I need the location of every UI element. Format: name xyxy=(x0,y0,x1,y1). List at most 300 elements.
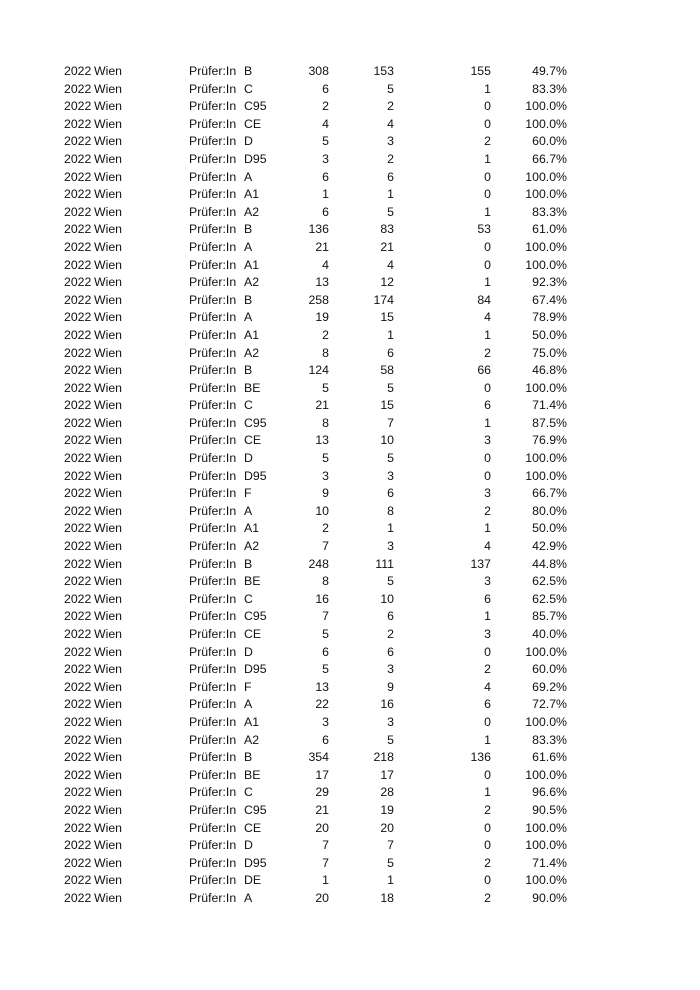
total-count-cell: 20 xyxy=(315,890,329,905)
role-cell: Prüfer:In xyxy=(189,539,237,554)
failed-count-cell: 136 xyxy=(470,750,491,765)
failed-count-cell: 2 xyxy=(484,345,491,360)
total-count-cell: 7 xyxy=(322,838,329,853)
license-class-cell: A xyxy=(244,310,253,325)
failed-count-cell: 0 xyxy=(484,239,491,254)
failed-count-cell: 1 xyxy=(484,151,491,166)
role-cell: Prüfer:In xyxy=(189,151,237,166)
passed-count-cell: 6 xyxy=(387,609,394,624)
region-cell: Wien xyxy=(94,433,123,448)
role-cell: Prüfer:In xyxy=(189,468,237,483)
failed-count-cell: 1 xyxy=(484,732,491,747)
role-cell: Prüfer:In xyxy=(189,873,237,888)
total-count-cell: 2 xyxy=(322,521,329,536)
year-cell: 2022 xyxy=(64,275,92,290)
table-row xyxy=(0,837,700,855)
license-class-cell: DE xyxy=(244,873,262,888)
year-cell: 2022 xyxy=(64,363,92,378)
license-class-cell: A xyxy=(244,503,253,518)
passed-count-cell: 9 xyxy=(387,679,394,694)
license-class-cell: D95 xyxy=(244,855,267,870)
role-cell: Prüfer:In xyxy=(189,838,237,853)
passed-count-cell: 153 xyxy=(373,64,394,78)
total-count-cell: 8 xyxy=(322,415,329,430)
license-class-cell: A2 xyxy=(244,345,260,360)
table-row xyxy=(0,309,700,327)
failed-count-cell: 4 xyxy=(484,539,491,554)
passed-count-cell: 28 xyxy=(380,785,394,800)
year-cell: 2022 xyxy=(64,890,92,905)
region-cell: Wien xyxy=(94,64,123,78)
role-cell: Prüfer:In xyxy=(189,486,237,501)
license-class-cell: C xyxy=(244,81,253,96)
table-row xyxy=(0,872,700,890)
region-cell: Wien xyxy=(94,750,123,765)
total-count-cell: 8 xyxy=(322,345,329,360)
license-class-cell: A1 xyxy=(244,327,260,342)
region-cell: Wien xyxy=(94,873,123,888)
role-cell: Prüfer:In xyxy=(189,714,237,729)
table-row xyxy=(0,186,700,204)
total-count-cell: 8 xyxy=(322,574,329,589)
region-cell: Wien xyxy=(94,151,123,166)
failed-count-cell: 0 xyxy=(484,451,491,466)
total-count-cell: 6 xyxy=(322,81,329,96)
failed-count-cell: 1 xyxy=(484,81,491,96)
total-count-cell: 1 xyxy=(322,873,329,888)
license-class-cell: C xyxy=(244,591,253,606)
failed-count-cell: 4 xyxy=(484,679,491,694)
table-row xyxy=(0,204,700,222)
total-count-cell: 124 xyxy=(308,363,329,378)
license-class-cell: A2 xyxy=(244,539,260,554)
year-cell: 2022 xyxy=(64,345,92,360)
total-count-cell: 3 xyxy=(322,468,329,483)
passed-count-cell: 5 xyxy=(387,81,394,96)
pass-rate-cell: 100.0% xyxy=(525,767,567,782)
table-row xyxy=(0,485,700,503)
region-cell: Wien xyxy=(94,99,123,114)
role-cell: Prüfer:In xyxy=(189,697,237,712)
failed-count-cell: 4 xyxy=(484,310,491,325)
table-row xyxy=(0,450,700,468)
failed-count-cell: 6 xyxy=(484,398,491,413)
year-cell: 2022 xyxy=(64,433,92,448)
license-class-cell: C95 xyxy=(244,802,267,817)
passed-count-cell: 21 xyxy=(380,239,394,254)
passed-count-cell: 83 xyxy=(380,222,394,237)
failed-count-cell: 0 xyxy=(484,468,491,483)
table-row xyxy=(0,257,700,275)
pass-rate-cell: 90.0% xyxy=(532,890,567,905)
total-count-cell: 308 xyxy=(308,64,329,78)
role-cell: Prüfer:In xyxy=(189,363,237,378)
year-cell: 2022 xyxy=(64,169,92,184)
passed-count-cell: 18 xyxy=(380,890,394,905)
pass-rate-cell: 67.4% xyxy=(532,292,567,307)
total-count-cell: 3 xyxy=(322,151,329,166)
pass-rate-cell: 69.2% xyxy=(532,679,567,694)
year-cell: 2022 xyxy=(64,820,92,835)
license-class-cell: B xyxy=(244,292,253,307)
pass-rate-cell: 78.9% xyxy=(532,310,567,325)
table-row xyxy=(0,432,700,450)
table-row xyxy=(0,380,700,398)
license-class-cell: A2 xyxy=(244,275,260,290)
total-count-cell: 5 xyxy=(322,134,329,149)
year-cell: 2022 xyxy=(64,539,92,554)
role-cell: Prüfer:In xyxy=(189,415,237,430)
year-cell: 2022 xyxy=(64,151,92,166)
region-cell: Wien xyxy=(94,627,123,641)
year-cell: 2022 xyxy=(64,99,92,114)
region-cell: Wien xyxy=(94,679,123,694)
year-cell: 2022 xyxy=(64,187,92,202)
failed-count-cell: 0 xyxy=(484,714,491,729)
total-count-cell: 21 xyxy=(315,802,329,817)
passed-count-cell: 5 xyxy=(387,204,394,219)
passed-count-cell: 12 xyxy=(380,275,394,290)
total-count-cell: 6 xyxy=(322,644,329,659)
year-cell: 2022 xyxy=(64,838,92,853)
table-row xyxy=(0,274,700,292)
license-class-cell: B xyxy=(244,750,253,765)
failed-count-cell: 1 xyxy=(484,327,491,342)
region-cell: Wien xyxy=(94,310,123,325)
role-cell: Prüfer:In xyxy=(189,890,237,905)
region-cell: Wien xyxy=(94,415,123,430)
failed-count-cell: 53 xyxy=(477,222,491,237)
passed-count-cell: 111 xyxy=(375,556,394,571)
region-cell: Wien xyxy=(94,116,123,131)
region-cell: Wien xyxy=(94,503,123,518)
year-cell: 2022 xyxy=(64,591,92,606)
passed-count-cell: 2 xyxy=(387,151,394,166)
table-row xyxy=(0,362,700,380)
role-cell: Prüfer:In xyxy=(189,204,237,219)
table-row xyxy=(0,802,700,820)
role-cell: Prüfer:In xyxy=(189,767,237,782)
role-cell: Prüfer:In xyxy=(189,433,237,448)
passed-count-cell: 3 xyxy=(387,714,394,729)
passed-count-cell: 1 xyxy=(387,873,394,888)
passed-count-cell: 5 xyxy=(387,855,394,870)
pass-rate-cell: 66.7% xyxy=(532,151,567,166)
total-count-cell: 7 xyxy=(322,609,329,624)
year-cell: 2022 xyxy=(64,785,92,800)
failed-count-cell: 1 xyxy=(484,521,491,536)
year-cell: 2022 xyxy=(64,627,92,641)
role-cell: Prüfer:In xyxy=(189,609,237,624)
region-cell: Wien xyxy=(94,609,123,624)
role-cell: Prüfer:In xyxy=(189,239,237,254)
license-class-cell: BE xyxy=(244,574,261,589)
total-count-cell: 6 xyxy=(322,169,329,184)
year-cell: 2022 xyxy=(64,873,92,888)
license-class-cell: C xyxy=(244,398,253,413)
total-count-cell: 13 xyxy=(315,275,329,290)
year-cell: 2022 xyxy=(64,802,92,817)
pass-rate-cell: 90.5% xyxy=(532,802,567,817)
passed-count-cell: 58 xyxy=(380,363,394,378)
role-cell: Prüfer:In xyxy=(189,785,237,800)
role-cell: Prüfer:In xyxy=(189,732,237,747)
license-class-cell: A1 xyxy=(244,714,260,729)
total-count-cell: 16 xyxy=(315,591,329,606)
passed-count-cell: 2 xyxy=(387,99,394,114)
pass-rate-cell: 100.0% xyxy=(525,838,567,853)
year-cell: 2022 xyxy=(64,239,92,254)
license-class-cell: BE xyxy=(244,767,261,782)
license-class-cell: A xyxy=(244,169,253,184)
failed-count-cell: 3 xyxy=(484,574,491,589)
passed-count-cell: 8 xyxy=(387,503,394,518)
table-row xyxy=(0,116,700,134)
total-count-cell: 29 xyxy=(315,785,329,800)
passed-count-cell: 16 xyxy=(380,697,394,712)
passed-count-cell: 15 xyxy=(380,398,394,413)
pass-rate-cell: 100.0% xyxy=(525,380,567,395)
pass-rate-cell: 100.0% xyxy=(525,820,567,835)
table-row xyxy=(0,503,700,521)
failed-count-cell: 1 xyxy=(484,785,491,800)
year-cell: 2022 xyxy=(64,855,92,870)
table-row xyxy=(0,81,700,99)
table-row xyxy=(0,327,700,345)
failed-count-cell: 155 xyxy=(470,64,491,78)
table-row xyxy=(0,767,700,785)
total-count-cell: 354 xyxy=(308,750,329,765)
failed-count-cell: 0 xyxy=(484,187,491,202)
license-class-cell: CE xyxy=(244,820,262,835)
pass-rate-cell: 40.0% xyxy=(532,627,567,641)
role-cell: Prüfer:In xyxy=(189,380,237,395)
table-row xyxy=(0,292,700,310)
license-class-cell: C95 xyxy=(244,415,267,430)
region-cell: Wien xyxy=(94,451,123,466)
year-cell: 2022 xyxy=(64,81,92,96)
year-cell: 2022 xyxy=(64,134,92,149)
pass-rate-cell: 85.7% xyxy=(532,609,567,624)
failed-count-cell: 1 xyxy=(484,609,491,624)
year-cell: 2022 xyxy=(64,574,92,589)
role-cell: Prüfer:In xyxy=(189,556,237,571)
table-row xyxy=(0,520,700,538)
role-cell: Prüfer:In xyxy=(189,64,237,78)
failed-count-cell: 0 xyxy=(484,257,491,272)
pass-rate-cell: 100.0% xyxy=(525,239,567,254)
total-count-cell: 9 xyxy=(322,486,329,501)
table-row xyxy=(0,397,700,415)
year-cell: 2022 xyxy=(64,380,92,395)
total-count-cell: 2 xyxy=(322,99,329,114)
role-cell: Prüfer:In xyxy=(189,81,237,96)
license-class-cell: C xyxy=(244,785,253,800)
region-cell: Wien xyxy=(94,697,123,712)
role-cell: Prüfer:In xyxy=(189,327,237,342)
year-cell: 2022 xyxy=(64,398,92,413)
license-class-cell: A xyxy=(244,239,253,254)
pass-rate-cell: 83.3% xyxy=(532,204,567,219)
total-count-cell: 6 xyxy=(322,204,329,219)
pass-rate-cell: 100.0% xyxy=(525,187,567,202)
region-cell: Wien xyxy=(94,574,123,589)
role-cell: Prüfer:In xyxy=(189,187,237,202)
region-cell: Wien xyxy=(94,591,123,606)
total-count-cell: 4 xyxy=(322,116,329,131)
region-cell: Wien xyxy=(94,662,123,677)
license-class-cell: D95 xyxy=(244,468,267,483)
license-class-cell: D xyxy=(244,451,253,466)
region-cell: Wien xyxy=(94,257,123,272)
role-cell: Prüfer:In xyxy=(189,627,237,641)
failed-count-cell: 0 xyxy=(484,644,491,659)
license-class-cell: A2 xyxy=(244,732,260,747)
table-row xyxy=(0,661,700,679)
pass-rate-cell: 100.0% xyxy=(525,116,567,131)
pass-rate-cell: 42.9% xyxy=(532,539,567,554)
region-cell: Wien xyxy=(94,187,123,202)
passed-count-cell: 4 xyxy=(387,257,394,272)
license-class-cell: D xyxy=(244,134,253,149)
region-cell: Wien xyxy=(94,239,123,254)
role-cell: Prüfer:In xyxy=(189,99,237,114)
total-count-cell: 5 xyxy=(322,627,329,641)
table-row xyxy=(0,644,700,662)
region-cell: Wien xyxy=(94,820,123,835)
passed-count-cell: 19 xyxy=(380,802,394,817)
region-cell: Wien xyxy=(94,732,123,747)
year-cell: 2022 xyxy=(64,521,92,536)
region-cell: Wien xyxy=(94,222,123,237)
region-cell: Wien xyxy=(94,767,123,782)
total-count-cell: 13 xyxy=(315,433,329,448)
passed-count-cell: 10 xyxy=(380,591,394,606)
table-row xyxy=(0,696,700,714)
passed-count-cell: 6 xyxy=(387,169,394,184)
year-cell: 2022 xyxy=(64,64,92,78)
passed-count-cell: 174 xyxy=(373,292,394,307)
failed-count-cell: 0 xyxy=(484,873,491,888)
region-cell: Wien xyxy=(94,275,123,290)
year-cell: 2022 xyxy=(64,310,92,325)
pass-rate-cell: 92.3% xyxy=(532,275,567,290)
region-cell: Wien xyxy=(94,398,123,413)
license-class-cell: B xyxy=(244,556,253,571)
passed-count-cell: 7 xyxy=(387,415,394,430)
pass-rate-cell: 100.0% xyxy=(525,451,567,466)
role-cell: Prüfer:In xyxy=(189,644,237,659)
year-cell: 2022 xyxy=(64,222,92,237)
region-cell: Wien xyxy=(94,486,123,501)
failed-count-cell: 0 xyxy=(484,169,491,184)
table-row xyxy=(0,784,700,802)
year-cell: 2022 xyxy=(64,644,92,659)
failed-count-cell: 1 xyxy=(484,415,491,430)
table-row xyxy=(0,133,700,151)
region-cell: Wien xyxy=(94,327,123,342)
pass-rate-cell: 100.0% xyxy=(525,468,567,483)
table-row xyxy=(0,468,700,486)
role-cell: Prüfer:In xyxy=(189,292,237,307)
role-cell: Prüfer:In xyxy=(189,134,237,149)
failed-count-cell: 2 xyxy=(484,662,491,677)
year-cell: 2022 xyxy=(64,503,92,518)
pass-rate-cell: 62.5% xyxy=(532,574,567,589)
passed-count-cell: 6 xyxy=(387,486,394,501)
passed-count-cell: 4 xyxy=(387,116,394,131)
pass-rate-cell: 83.3% xyxy=(532,732,567,747)
role-cell: Prüfer:In xyxy=(189,802,237,817)
passed-count-cell: 5 xyxy=(387,451,394,466)
year-cell: 2022 xyxy=(64,468,92,483)
total-count-cell: 13 xyxy=(315,679,329,694)
table-row xyxy=(0,573,700,591)
license-class-cell: A xyxy=(244,697,253,712)
role-cell: Prüfer:In xyxy=(189,116,237,131)
table-row xyxy=(0,345,700,363)
role-cell: Prüfer:In xyxy=(189,503,237,518)
license-class-cell: D95 xyxy=(244,151,267,166)
license-class-cell: F xyxy=(244,486,252,501)
failed-count-cell: 2 xyxy=(484,503,491,518)
pass-rate-cell: 46.8% xyxy=(532,363,567,378)
license-class-cell: A1 xyxy=(244,187,260,202)
pass-rate-cell: 100.0% xyxy=(525,873,567,888)
role-cell: Prüfer:In xyxy=(189,820,237,835)
region-cell: Wien xyxy=(94,556,123,571)
total-count-cell: 248 xyxy=(308,556,329,571)
table-row xyxy=(0,98,700,116)
passed-count-cell: 3 xyxy=(387,468,394,483)
license-class-cell: D95 xyxy=(244,662,267,677)
table-row xyxy=(0,169,700,187)
total-count-cell: 19 xyxy=(315,310,329,325)
role-cell: Prüfer:In xyxy=(189,222,237,237)
passed-count-cell: 3 xyxy=(387,662,394,677)
region-cell: Wien xyxy=(94,468,123,483)
total-count-cell: 258 xyxy=(308,292,329,307)
role-cell: Prüfer:In xyxy=(189,345,237,360)
passed-count-cell: 3 xyxy=(387,539,394,554)
failed-count-cell: 0 xyxy=(484,99,491,114)
passed-count-cell: 6 xyxy=(387,644,394,659)
role-cell: Prüfer:In xyxy=(189,310,237,325)
table-row xyxy=(0,855,700,873)
failed-count-cell: 1 xyxy=(484,204,491,219)
passed-count-cell: 218 xyxy=(373,750,394,765)
pass-rate-cell: 100.0% xyxy=(525,644,567,659)
pass-rate-cell: 62.5% xyxy=(532,591,567,606)
table-row xyxy=(0,415,700,433)
region-cell: Wien xyxy=(94,644,123,659)
region-cell: Wien xyxy=(94,539,123,554)
pass-rate-cell: 75.0% xyxy=(532,345,567,360)
year-cell: 2022 xyxy=(64,732,92,747)
role-cell: Prüfer:In xyxy=(189,398,237,413)
failed-count-cell: 0 xyxy=(484,767,491,782)
pass-rate-cell: 60.0% xyxy=(532,134,567,149)
year-cell: 2022 xyxy=(64,662,92,677)
table-row xyxy=(0,591,700,609)
table-row xyxy=(0,749,700,767)
table-row xyxy=(0,820,700,838)
year-cell: 2022 xyxy=(64,609,92,624)
table-row xyxy=(0,63,700,81)
year-cell: 2022 xyxy=(64,451,92,466)
license-class-cell: D xyxy=(244,644,253,659)
region-cell: Wien xyxy=(94,292,123,307)
